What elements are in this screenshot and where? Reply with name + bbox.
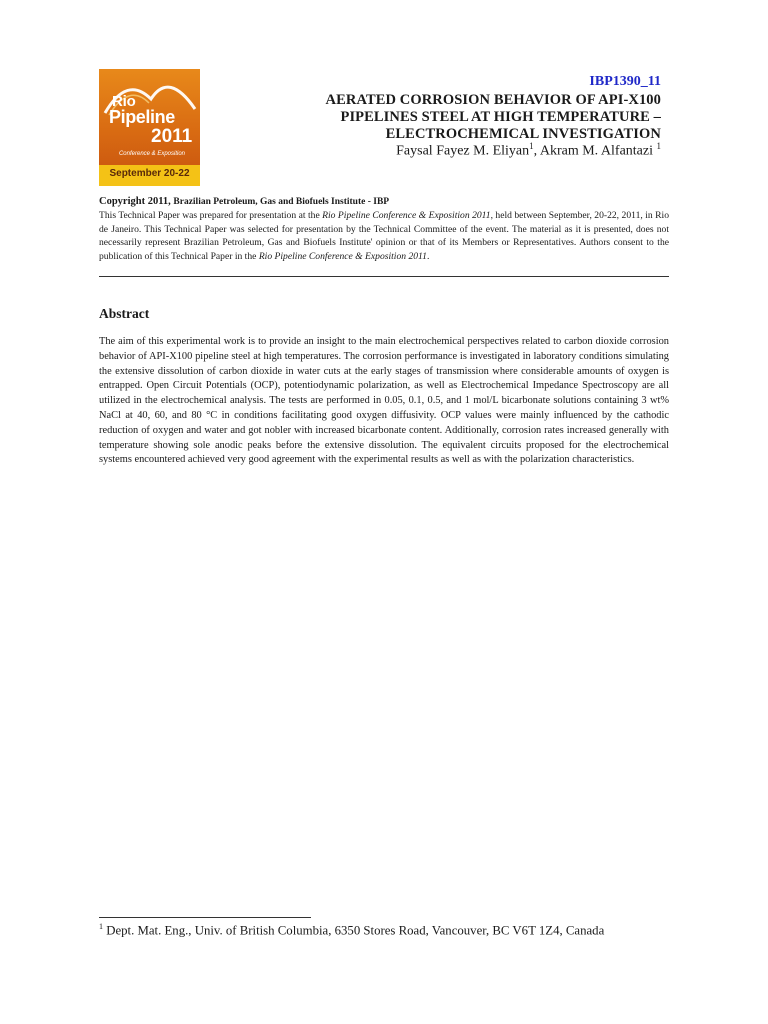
conference-name: Rio Pipeline Conference & Exposition 2011 [322, 210, 491, 221]
copyright-text: , held between September, 20-22, 2011, in Rio de Janeiro. This Technical Paper was selected for presentation by the Technical Committee of the event. The material as it is presented, does not necessarily represent Brazilian Petroleum, Gas and Biofuels Institute' opinion or that of its Members or Representatives. Authors consent to the publication of this Technical Paper in the [99, 210, 669, 262]
author-affiliation-marker: 1 [656, 141, 661, 151]
title-line: AERATED CORROSION BEHAVIOR OF API-X100 [325, 92, 661, 108]
logo-year-text: 2011 [151, 126, 193, 147]
paper-id: IBP1390_11 [589, 74, 661, 89]
footnote-marker: 1 [99, 922, 103, 931]
author-name: Faysal Fayez M. Eliyan [396, 143, 530, 159]
title-line: ELECTROCHEMICAL INVESTIGATION [385, 126, 661, 142]
conference-name: Rio Pipeline Conference & Exposition 2011 [258, 250, 427, 262]
copyright-institute: Brazilian Petroleum, Gas and Biofuels Institute - IBP [173, 197, 390, 207]
title-line: PIPELINES STEEL AT HIGH TEMPERATURE – [340, 109, 661, 125]
logo-dates: September 20-22 [109, 168, 190, 179]
footnote-divider [99, 917, 311, 918]
author-name: Akram M. Alfantazi [539, 143, 653, 159]
paper-title [301, 92, 661, 143]
copyright-text: This Technical Paper was prepared for presentation at the [99, 210, 323, 221]
footnote-text: Dept. Mat. Eng., Univ. of British Columbia, 6350 Stores Road, Vancouver, BC V6T 1Z4, Canada [103, 923, 605, 938]
abstract-body: The aim of this experimental work is to provide an insight to the main electrochemical perspectives related to carbon dioxide corrosion behavior of API-X100 pipeline steel at high temperatures. The corrosion performance is investigated in laboratory conditions simulating the extensive dissolution of carbon dioxide in water cuts at the early stages of transmission where considerable amounts of oxygen is entrapped. Open Circuit Potentials (OCP), potentiodynamic polarization, as well as Electrochemical Impedance Spectroscopy are all utilized in the electrochemical analysis. The tests are performed in 0.05, 0.1, 0.5, and 1 mol/L bicarbonate solutions containing 3 wt% NaCl at 40, 60, and 80 °C in conditions facilitating good oxygen diffusivity. OCP values were mainly influenced by the cathodic reduction of oxygen and water and got nobler with increased bicarbonate content. Additionally, corrosion rates increased generally with temperature showing sole anodic peaks before the extensive dissolution. The equivalent circuits proposed for the electrochemical systems encountered achieved very good agreement with the experimental results as well as with the polarization characteristics. [99, 336, 669, 466]
copyright-text: . [426, 250, 430, 262]
logo-subtitle: Conference & Exposition [118, 151, 186, 157]
logo-pipeline-text: Pipeline [109, 107, 175, 127]
conference-logo [99, 69, 200, 186]
abstract-heading: Abstract [99, 306, 150, 321]
section-divider [99, 276, 669, 277]
author-list [396, 141, 661, 160]
copyright-heading [99, 196, 389, 207]
footnote [99, 922, 604, 938]
copyright-notice [99, 209, 669, 263]
author-affiliation-marker: 1 [529, 141, 534, 151]
copyright-year: Copyright 2011, [99, 196, 171, 207]
logo-rio-text: Rio [112, 93, 136, 110]
author-separator: , [533, 143, 540, 159]
